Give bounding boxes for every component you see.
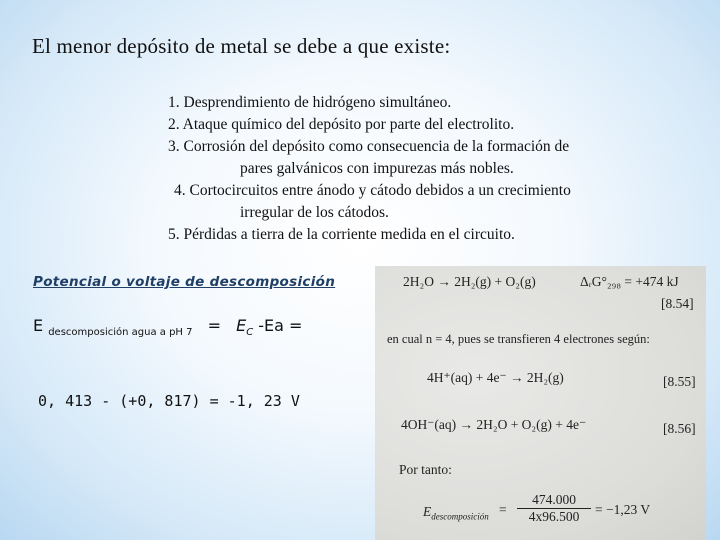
formula-subscript: descomposición agua a pH 7 xyxy=(48,327,193,338)
scan-denominator: 4x96.500 xyxy=(528,509,580,524)
scan-e-subscript: descomposición xyxy=(431,511,489,522)
list-item: 4. Cortocircuitos entre ánodo y cátodo debidos a un crecimiento xyxy=(174,182,571,199)
formula-rest: -Ea = xyxy=(258,316,303,335)
scan-reaction-3: 4OH⁻(aq) → 2H₂O + O₂(g) + 4e⁻ xyxy=(401,417,587,432)
decomposition-formula xyxy=(33,316,302,338)
textbook-scan xyxy=(375,266,706,540)
formula-ec xyxy=(236,316,254,338)
list-item: 3. Corrosión del depósito como consecuencia de la formación de xyxy=(168,138,570,155)
scan-tag: [8.56] xyxy=(663,421,696,436)
formula-equals: = xyxy=(207,316,221,335)
cause-list xyxy=(168,92,648,246)
scan-reaction-2: 4H⁺(aq) + 4e⁻ → 2H₂(g) xyxy=(427,370,564,385)
scan-reaction-1: 2H₂O → 2H₂(g) + O₂(g) xyxy=(403,274,536,289)
scan-e-label xyxy=(423,504,489,522)
formula-e: E xyxy=(33,316,44,335)
scan-e-letter: E xyxy=(423,504,432,519)
formula-ec-letter: E xyxy=(236,316,247,335)
scan-portanto: Por tanto: xyxy=(399,462,452,477)
formula-ec-subscript: C xyxy=(246,327,254,338)
slide-title: El menor depósito de metal se debe a que existe: xyxy=(32,34,451,58)
scan-tag: [8.55] xyxy=(663,374,696,389)
scan-numerator: 474.000 xyxy=(517,492,591,509)
calculation: 0, 413 - (+0, 817) = -1, 23 V xyxy=(38,392,300,410)
scan-tag: [8.54] xyxy=(661,296,694,311)
list-item: 5. Pérdidas a tierra de la corriente medida en el circuito. xyxy=(168,226,515,243)
section-heading: Potencial o voltaje de descomposición xyxy=(33,274,336,290)
list-item-continuation: irregular de los cátodos. xyxy=(240,204,389,221)
list-item: 2. Ataque químico del depósito por parte del electrolito. xyxy=(168,116,515,133)
scan-equals: = xyxy=(499,502,507,517)
list-item-continuation: pares galvánicos con impurezas más nobles. xyxy=(240,160,514,177)
list-item: 1. Desprendimiento de hidrógeno simultáneo. xyxy=(168,94,452,111)
scan-text-line: en cual n = 4, pues se transfieren 4 electrones según: xyxy=(387,332,650,346)
scan-result: = −1,23 V xyxy=(595,502,651,517)
scan-delta-g: ΔᵣG°₂₉₈ = +474 kJ xyxy=(580,274,679,289)
scan-fraction xyxy=(517,492,591,525)
